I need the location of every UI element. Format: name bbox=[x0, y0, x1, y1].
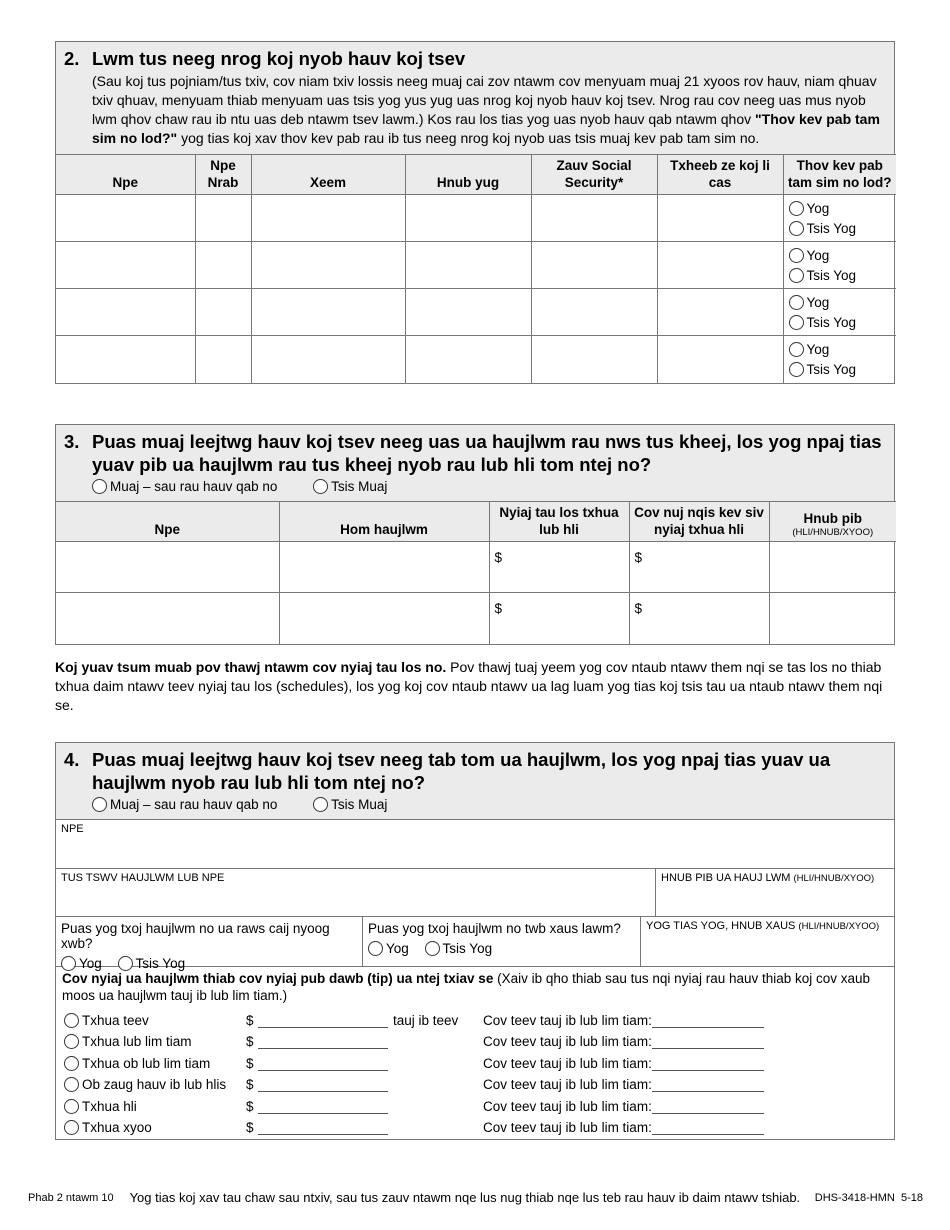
pay-amount-input[interactable] bbox=[258, 1033, 388, 1049]
radio-icon[interactable] bbox=[789, 342, 804, 357]
employment-no-option[interactable] bbox=[313, 797, 387, 812]
seasonal-question-label: Puas yog txoj haujlwm no ua raws caij nyoog xwb? bbox=[61, 921, 330, 951]
job-end-date-label: YOG TIAS YOG, HNUB XAUS bbox=[646, 920, 796, 932]
household-members-table bbox=[56, 154, 896, 383]
self-employment-radio-group bbox=[92, 479, 886, 497]
yes-label: Yog bbox=[806, 341, 830, 357]
page-number: Phab 2 ntawm 10 bbox=[28, 1191, 114, 1204]
birth-date-input[interactable] bbox=[405, 195, 531, 242]
radio-icon[interactable] bbox=[789, 248, 804, 263]
middle-name-input[interactable] bbox=[195, 242, 251, 289]
pay-row bbox=[56, 1028, 894, 1050]
last-name-input[interactable] bbox=[251, 242, 405, 289]
currency-symbol: $ bbox=[494, 550, 503, 565]
pay-section bbox=[56, 966, 894, 1139]
per-hour-label: tauj ib teev bbox=[393, 1012, 459, 1028]
relationship-input[interactable] bbox=[657, 289, 783, 336]
note-bold: Koj yuav tsum muab pov thawj ntawm cov nyiaj tau los no. bbox=[55, 659, 447, 675]
name-input[interactable] bbox=[56, 542, 279, 593]
section-2-instructions bbox=[92, 72, 886, 148]
yes-label: Yog bbox=[79, 956, 102, 971]
section-4-number: 4. bbox=[64, 749, 80, 770]
pay-frequency-option[interactable] bbox=[56, 1013, 246, 1028]
pay-heading-text: (Xaiv ib qho thiab sau tus nqi nyiaj rau hauv thiab koj cov xaub moos ua haujlwm tauj ib lub lim tiam.) bbox=[62, 971, 871, 1003]
relationship-input[interactable] bbox=[657, 336, 783, 383]
first-name-input[interactable] bbox=[56, 242, 195, 289]
pay-amount-input[interactable] bbox=[258, 1098, 388, 1114]
pay-row bbox=[56, 1049, 894, 1071]
job-end-date-field[interactable] bbox=[641, 917, 894, 966]
section-4-title bbox=[64, 748, 886, 794]
hours-per-week-label: Cov teev tauj ib lub lim tiam: bbox=[483, 1077, 652, 1092]
birth-date-input[interactable] bbox=[405, 242, 531, 289]
section-4-title-text: Puas muaj leejtwg hauv koj tsev neeg tab tom ua haujlwm, los yog npaj tias yuav ua haujlwm nyob rau lub hli tom ntej no? bbox=[92, 749, 831, 793]
section-employment bbox=[55, 742, 895, 1140]
currency-symbol: $ bbox=[246, 1034, 254, 1049]
pay-frequency-option[interactable] bbox=[56, 1120, 246, 1135]
middle-name-input[interactable] bbox=[195, 195, 251, 242]
hours-per-week-input[interactable] bbox=[652, 1012, 764, 1028]
pay-frequency-option[interactable] bbox=[56, 1077, 246, 1092]
currency-symbol: $ bbox=[246, 1055, 254, 1071]
pay-amount-input[interactable] bbox=[258, 1076, 388, 1092]
applying-yes-option[interactable] bbox=[789, 198, 892, 218]
job-start-date-label: HNUB PIB UA HAUJ LWM bbox=[661, 872, 791, 884]
last-name-input[interactable] bbox=[251, 289, 405, 336]
currency-symbol: $ bbox=[246, 1120, 254, 1135]
currency-symbol: $ bbox=[246, 1098, 254, 1114]
currency-symbol: $ bbox=[634, 550, 643, 565]
col-header-middle-name: Npe Nrab bbox=[195, 155, 251, 195]
monthly-expenses-input[interactable] bbox=[629, 542, 769, 593]
employer-name-field[interactable] bbox=[56, 869, 656, 916]
start-date-input[interactable] bbox=[769, 593, 896, 644]
table-row bbox=[56, 593, 896, 644]
ssn-input[interactable] bbox=[531, 289, 657, 336]
employment-radio-group bbox=[92, 797, 886, 815]
name-field[interactable] bbox=[56, 819, 894, 868]
section-3-title-text: Puas muaj leejtwg hauv koj tsev neeg uas ua haujlwm rau nws tus kheej, los yog npaj tias yuav pib ua haujlwm rau tus kheej nyob rau lub hli tom ntej no? bbox=[92, 431, 882, 475]
applying-no-option[interactable] bbox=[789, 359, 892, 379]
first-name-input[interactable] bbox=[56, 195, 195, 242]
col-header-birth-date: Hnub yug bbox=[405, 155, 531, 195]
applying-yes-option[interactable] bbox=[789, 292, 892, 312]
pay-row bbox=[56, 1092, 894, 1114]
self-employment-table bbox=[56, 501, 896, 644]
hours-per-week-label: Cov teev tauj ib lub lim tiam: bbox=[483, 1034, 652, 1049]
col-header-first-name: Npe bbox=[56, 155, 195, 195]
start-date-label: Hnub pib bbox=[803, 511, 862, 526]
applying-no-option[interactable] bbox=[789, 265, 892, 285]
page-footer bbox=[28, 1190, 923, 1205]
job-ended-no-option[interactable] bbox=[425, 941, 493, 956]
section-3-number: 3. bbox=[64, 431, 80, 452]
name-input[interactable] bbox=[56, 593, 279, 644]
table-row bbox=[56, 195, 896, 242]
pay-frequency-label: Txhua xyoo bbox=[82, 1120, 152, 1135]
no-label: Tsis Muaj bbox=[331, 479, 388, 494]
date-format-hint: (HLI/HNUB/XYOO) bbox=[798, 921, 880, 932]
radio-icon[interactable] bbox=[789, 362, 804, 377]
col-header-name: Npe bbox=[56, 502, 279, 542]
col-header-monthly-expenses: Cov nuj nqis kev siv nyiaj txhua hli bbox=[629, 502, 769, 542]
self-employment-yes-option[interactable] bbox=[92, 479, 277, 494]
job-details-row bbox=[56, 916, 894, 971]
ssn-input[interactable] bbox=[531, 242, 657, 289]
section-2-title bbox=[64, 47, 886, 70]
section-2-intro-bold: "Thov kev pab tam sim no lod?" bbox=[92, 111, 880, 146]
yes-label: Yog bbox=[806, 200, 830, 216]
applying-radio-group bbox=[783, 242, 896, 289]
work-type-input[interactable] bbox=[279, 593, 489, 644]
pay-frequency-label: Ob zaug hauv ib lub hlis bbox=[82, 1077, 227, 1092]
no-label: Tsis Muaj bbox=[331, 797, 388, 812]
first-name-input[interactable] bbox=[56, 289, 195, 336]
yes-label: Yog bbox=[806, 247, 830, 263]
no-label: Tsis Yog bbox=[806, 361, 857, 377]
applying-yes-option[interactable] bbox=[789, 245, 892, 265]
yes-label: Muaj – sau rau hauv qab no bbox=[110, 797, 278, 812]
currency-symbol: $ bbox=[634, 601, 643, 616]
radio-icon[interactable] bbox=[789, 315, 804, 330]
ssn-input[interactable] bbox=[531, 336, 657, 383]
footer-note: Yog tias koj xav tau chaw sau ntxiv, sau tus zauv ntawm nqe lus nug thiab nqe lus teb rau hauv ib daim ntawv tshiab. bbox=[129, 1190, 801, 1205]
monthly-income-input[interactable] bbox=[489, 542, 629, 593]
applying-radio-group bbox=[783, 289, 896, 336]
section-2-title-text: Lwm tus neeg nrog koj nyob hauv koj tsev bbox=[92, 48, 466, 69]
radio-icon[interactable] bbox=[789, 295, 804, 310]
radio-icon[interactable] bbox=[64, 1099, 79, 1114]
pay-frequency-label: Txhua hli bbox=[82, 1098, 137, 1114]
birth-date-input[interactable] bbox=[405, 336, 531, 383]
birth-date-input[interactable] bbox=[405, 289, 531, 336]
no-label: Tsis Yog bbox=[806, 267, 857, 283]
radio-icon[interactable] bbox=[61, 956, 76, 971]
section-4-header bbox=[56, 743, 894, 819]
hours-per-week-input[interactable] bbox=[652, 1098, 764, 1114]
middle-name-input[interactable] bbox=[195, 289, 251, 336]
job-ended-question bbox=[363, 917, 641, 966]
yes-label: Yog bbox=[806, 294, 830, 310]
section-3-title bbox=[64, 430, 886, 476]
hours-per-week-label: Cov teev tauj ib lub lim tiam: bbox=[483, 1055, 652, 1071]
applying-no-option[interactable] bbox=[789, 218, 892, 238]
radio-icon[interactable] bbox=[425, 941, 440, 956]
first-name-input[interactable] bbox=[56, 336, 195, 383]
col-header-applying: Thov kev pab tam sim no lod? bbox=[783, 155, 896, 195]
pay-amount-input[interactable] bbox=[258, 1055, 388, 1071]
seasonal-yes-option[interactable] bbox=[61, 956, 102, 971]
last-name-input[interactable] bbox=[251, 336, 405, 383]
yes-label: Yog bbox=[386, 941, 409, 956]
date-format-hint: (HLI/HNUB/XYOO) bbox=[793, 873, 875, 884]
pay-frequency-option[interactable] bbox=[56, 1056, 246, 1071]
no-label: Tsis Yog bbox=[442, 941, 493, 956]
monthly-expenses-input[interactable] bbox=[629, 593, 769, 644]
start-date-input[interactable] bbox=[769, 542, 896, 593]
no-label: Tsis Yog bbox=[135, 956, 186, 971]
form-id bbox=[807, 1192, 923, 1204]
hours-per-week-label: Cov teev tauj ib lub lim tiam: bbox=[483, 1012, 652, 1028]
table-row bbox=[56, 336, 896, 383]
radio-icon[interactable] bbox=[313, 479, 328, 494]
radio-icon[interactable] bbox=[64, 1056, 79, 1071]
job-ended-question-label: Puas yog txoj haujlwm no twb xaus lawm? bbox=[368, 921, 621, 936]
applying-radio-group bbox=[783, 336, 896, 383]
pay-heading-bold: Cov nyiaj ua haujlwm thiab cov nyiaj pub dawb (tip) ua ntej txiav se bbox=[62, 971, 494, 986]
hours-per-week-input[interactable] bbox=[652, 1119, 764, 1135]
pay-frequency-list bbox=[56, 1006, 894, 1135]
col-header-work-type: Hom haujlwm bbox=[279, 502, 489, 542]
date-format-hint: (HLI/HNUB/XYOO) bbox=[792, 527, 874, 538]
hours-per-week-input[interactable] bbox=[652, 1055, 764, 1071]
pay-row bbox=[56, 1114, 894, 1136]
section-self-employment bbox=[55, 424, 895, 645]
table-row bbox=[56, 242, 896, 289]
currency-symbol: $ bbox=[494, 601, 503, 616]
form-number: DHS-3418-HMN bbox=[814, 1191, 895, 1204]
table-row bbox=[56, 542, 896, 593]
currency-symbol: $ bbox=[246, 1077, 254, 1092]
radio-icon[interactable] bbox=[789, 201, 804, 216]
self-employment-no-option[interactable] bbox=[313, 479, 387, 494]
pay-frequency-option[interactable] bbox=[56, 1099, 246, 1114]
section-3-header bbox=[56, 425, 894, 501]
radio-icon[interactable] bbox=[118, 956, 133, 971]
pay-frequency-label: Txhua ob lub lim tiam bbox=[82, 1055, 211, 1071]
employer-row bbox=[56, 868, 894, 916]
pay-heading bbox=[56, 970, 894, 1004]
seasonal-question bbox=[56, 917, 363, 971]
monthly-income-input[interactable] bbox=[489, 593, 629, 644]
radio-icon[interactable] bbox=[789, 268, 804, 283]
section-household-members bbox=[55, 41, 895, 384]
hours-per-week-input[interactable] bbox=[652, 1033, 764, 1049]
col-header-ssn: Zauv Social Security* bbox=[531, 155, 657, 195]
job-start-date-field[interactable] bbox=[656, 869, 894, 916]
radio-icon[interactable] bbox=[92, 479, 107, 494]
section-2-number: 2. bbox=[64, 48, 80, 69]
currency-symbol: $ bbox=[246, 1012, 254, 1028]
employment-yes-option[interactable] bbox=[92, 797, 277, 812]
yes-label: Muaj – sau rau hauv qab no bbox=[110, 479, 278, 494]
name-field-label: NPE bbox=[61, 823, 84, 835]
pay-frequency-option[interactable] bbox=[56, 1034, 246, 1049]
no-label: Tsis Yog bbox=[806, 314, 857, 330]
pay-frequency-label: Txhua lub lim tiam bbox=[82, 1034, 192, 1049]
table-row bbox=[56, 289, 896, 336]
col-header-relationship: Txheeb ze koj li cas bbox=[657, 155, 783, 195]
pay-amount-input[interactable] bbox=[258, 1119, 388, 1135]
section-2-header bbox=[56, 42, 894, 154]
hours-per-week-label: Cov teev tauj ib lub lim tiam: bbox=[483, 1120, 652, 1135]
last-name-input[interactable] bbox=[251, 195, 405, 242]
pay-amount-input[interactable] bbox=[258, 1012, 388, 1028]
applying-no-option[interactable] bbox=[789, 312, 892, 332]
radio-icon[interactable] bbox=[64, 1013, 79, 1028]
col-header-last-name: Xeem bbox=[251, 155, 405, 195]
proof-of-income-note bbox=[55, 658, 900, 715]
form-date: 5-18 bbox=[900, 1191, 923, 1204]
radio-icon[interactable] bbox=[64, 1034, 79, 1049]
job-ended-yes-option[interactable] bbox=[368, 941, 409, 956]
middle-name-input[interactable] bbox=[195, 336, 251, 383]
no-label: Tsis Yog bbox=[806, 220, 857, 236]
radio-icon[interactable] bbox=[368, 941, 383, 956]
pay-row bbox=[56, 1006, 894, 1028]
work-type-input[interactable] bbox=[279, 542, 489, 593]
hours-per-week-input[interactable] bbox=[652, 1076, 764, 1092]
section-2-intro-end: yog tias koj xav thov kev pab rau ib tus neeg nrog koj nyob uas tsis muaj kev pab tam sim no. bbox=[177, 130, 760, 146]
radio-icon[interactable] bbox=[313, 797, 328, 812]
pay-row bbox=[56, 1071, 894, 1093]
employer-name-label: TUS TSWV HAUJLWM LUB NPE bbox=[61, 872, 225, 884]
applying-radio-group bbox=[783, 195, 896, 242]
ssn-input[interactable] bbox=[531, 195, 657, 242]
section-2-intro-start: (Sau koj tus pojniam/tus txiv, cov niam txiv lossis neeg muaj cai zov ntawm cov menyuam muaj 21 xyoos rov hauv, niam qhuav txiv qhuav, menyuam thiab menyuam uas tsis yog yus yug uas nrog koj nyob hauv koj tsev. Nrog rau cov neeg uas mus nyob lwm qhov chaw rau ib ntu uas deb ntawm tsev lawm.) Kos rau los tias yog uas nyob hauv qab ntawm qhov bbox=[92, 73, 877, 127]
pay-frequency-label: Txhua teev bbox=[82, 1012, 149, 1028]
radio-icon[interactable] bbox=[64, 1077, 79, 1092]
note-text: Pov thawj tuaj yeem yog cov ntaub ntawv them nqi se tas los no thiab txhua daim ntawv teev nyiaj tau los (schedules), los yog koj cov ntaub ntawv ua lag luam yog tias koj tsis tau ua ntaub ntawv them nqi se. bbox=[55, 659, 883, 713]
relationship-input[interactable] bbox=[657, 195, 783, 242]
col-header-start-date bbox=[769, 502, 896, 542]
radio-icon[interactable] bbox=[92, 797, 107, 812]
seasonal-no-option[interactable] bbox=[118, 956, 186, 971]
col-header-monthly-income: Nyiaj tau los txhua lub hli bbox=[489, 502, 629, 542]
radio-icon[interactable] bbox=[64, 1120, 79, 1135]
relationship-input[interactable] bbox=[657, 242, 783, 289]
radio-icon[interactable] bbox=[789, 221, 804, 236]
hours-per-week-label: Cov teev tauj ib lub lim tiam: bbox=[483, 1098, 652, 1114]
applying-yes-option[interactable] bbox=[789, 339, 892, 359]
